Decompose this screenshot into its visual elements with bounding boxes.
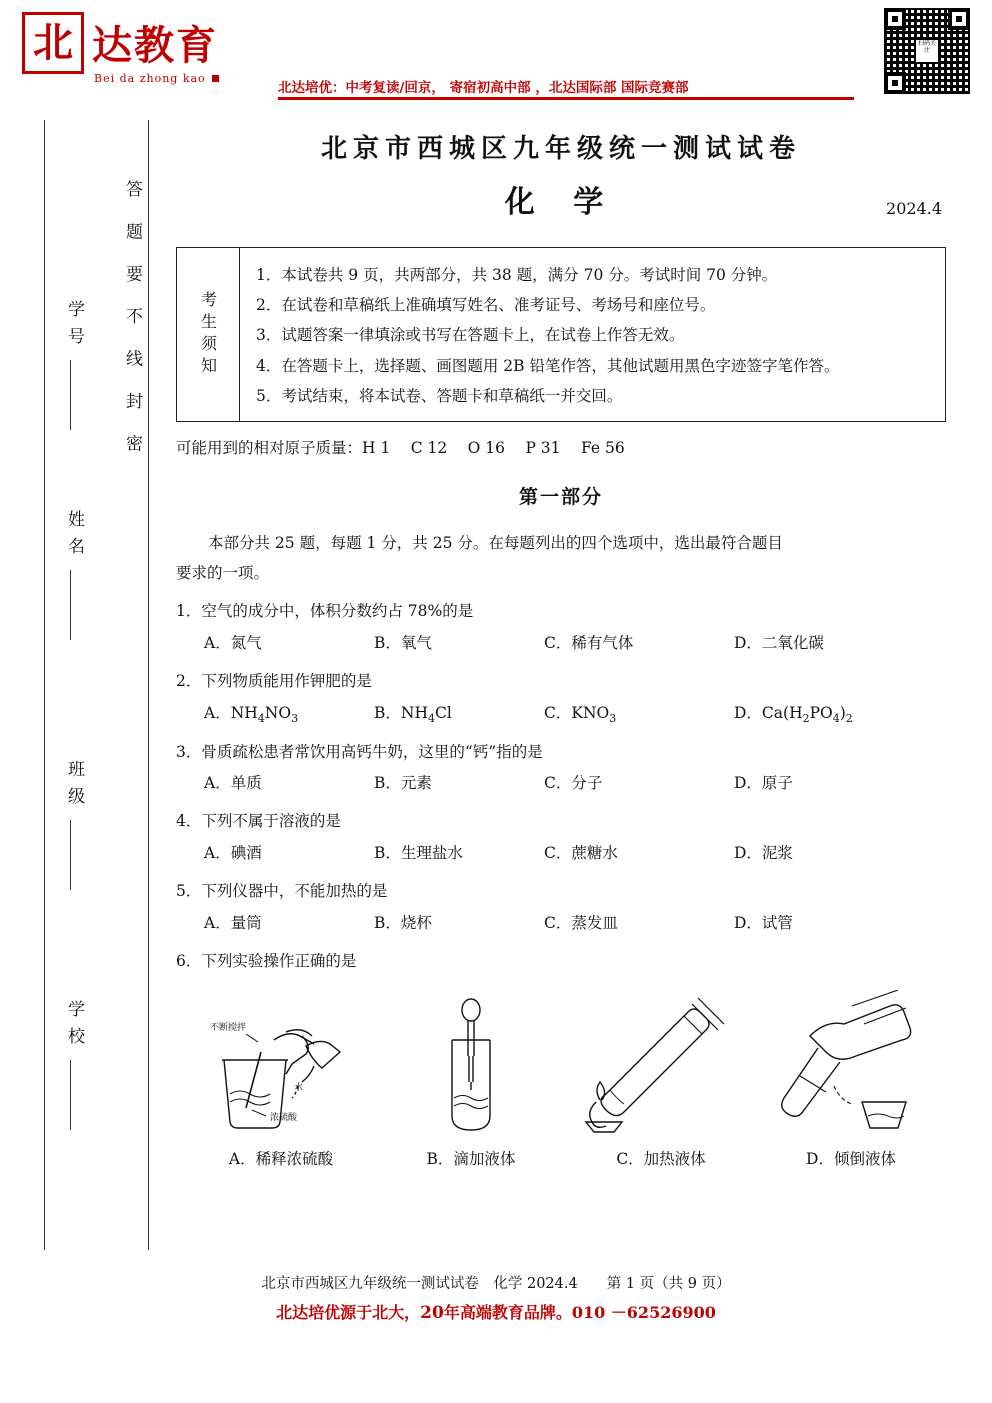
option-list <box>176 770 946 798</box>
margin-label-class: 班级 <box>64 760 84 814</box>
notice-items <box>240 248 945 421</box>
margin-seal-text: 答 题 要 不 线 封 密 <box>122 180 142 462</box>
option-b[interactable]: B．$NH_4Cl$ <box>374 703 452 725</box>
figure-caption: A．稀释浓硫酸 <box>228 1149 334 1168</box>
logo <box>22 12 272 90</box>
subject-row <box>176 177 946 233</box>
option-c[interactable]: C．蔗糖水 <box>544 844 618 863</box>
ad-prefix: 北达培优源于北大， <box>276 1303 421 1322</box>
question-stem: 3．骨质疏松患者常饮用高钙牛奶，这里的“钙”指的是 <box>176 742 543 761</box>
instruction-line-1: 本部分共 25 题，每题 1 分，共 25 分。在每题列出的四个选项中，选出最符合题目 <box>208 534 783 553</box>
footer-ad <box>0 1300 992 1323</box>
question-stem: 6．下列实验操作正确的是 <box>176 951 357 970</box>
figure-dilute-acid <box>186 990 376 1170</box>
figure-heat-liquid <box>566 990 756 1170</box>
atomic-mass-line: 可能用到的相对原子质量：H 1 C 12 O 16 P 31 Fe 56 <box>176 439 625 458</box>
logo-mark-icon: 北 <box>22 12 84 74</box>
question-6 <box>176 948 946 1170</box>
notice-label-text: 考生须知 <box>198 290 218 379</box>
option-a[interactable]: A．单质 <box>204 774 262 793</box>
option-c[interactable]: C．蒸发皿 <box>544 913 618 932</box>
dilute-acid-icon <box>186 990 376 1140</box>
subject-title: 化 学 <box>504 185 618 220</box>
notice-item: 1．本试卷共 9 页，共两部分，共 38 题，满分 70 分。考试时间 70 分钟。 <box>256 266 778 284</box>
question-2 <box>176 668 946 729</box>
option-d[interactable]: D．原子 <box>734 774 793 793</box>
figure-caption: C．加热液体 <box>616 1149 706 1168</box>
figure-drop-liquid <box>376 990 566 1170</box>
question-stem: 4．下列不属于溶液的是 <box>176 812 341 831</box>
option-c[interactable]: C．稀有气体 <box>544 633 634 652</box>
banner-tagline: 北达培优：中考复读/回京， 寄宿初高中部 ，北达国际部 国际竞赛部 <box>278 80 689 96</box>
page-title: 北京市西城区九年级统一测试试卷 <box>320 134 801 164</box>
instruction-line-2: 要求的一项。 <box>176 563 270 582</box>
question-1 <box>176 598 946 658</box>
svg-text:浓硫酸: 浓硫酸 <box>270 1112 298 1123</box>
notice-item: 2．在试卷和草稿纸上准确填写姓名、准考证号、考场号和座位号。 <box>256 296 716 315</box>
figure-caption: D．倾倒液体 <box>806 1149 896 1168</box>
question-4 <box>176 808 946 868</box>
notice-item: 5．考试结束，将本试卷、答题卡和草稿纸一并交回。 <box>256 386 623 405</box>
heat-liquid-icon <box>566 990 756 1140</box>
option-a[interactable]: A．量筒 <box>204 913 262 932</box>
page-footer: 北京市西城区九年级统一测试试卷 化学 2024.4 第 1 页（共 9 页） <box>261 1276 731 1292</box>
logo-text: 达教育 <box>92 22 218 69</box>
logo-pinyin: Bei da zhong kao <box>94 72 219 85</box>
site-banner <box>0 0 992 100</box>
question-5 <box>176 878 946 938</box>
qr-center-label: 扫码关注 <box>914 38 940 64</box>
ad-mid: 年高端教育品牌。 <box>443 1303 572 1322</box>
option-a[interactable]: A．碘酒 <box>204 844 262 863</box>
margin-label-name: 姓名 <box>64 510 84 564</box>
option-a[interactable]: A．氮气 <box>204 633 262 652</box>
question-stem: 2．下列物质能用作钾肥的是 <box>176 671 372 690</box>
notice-item: 4．在答题卡上，选择题、画图题用 2B 铅笔作答，其他试题用黑色字迹签字笔作答。 <box>256 356 840 375</box>
margin-label-school: 学校 <box>64 1000 84 1054</box>
part-one-instruction <box>176 529 946 588</box>
answer-sheet-margin <box>52 120 162 1250</box>
exam-paper <box>176 118 946 1170</box>
figure-pour-liquid <box>756 990 946 1170</box>
svg-text:不断搅拌: 不断搅拌 <box>210 1022 247 1033</box>
pour-liquid-icon <box>756 990 946 1140</box>
drop-liquid-icon <box>376 990 566 1140</box>
question-3 <box>176 739 946 799</box>
question-stem: 1．空气的成分中，体积分数约占 78%的是 <box>176 601 474 620</box>
option-list <box>176 630 946 658</box>
svg-text:水: 水 <box>294 1082 304 1093</box>
option-a[interactable]: A．$NH_4NO_3$ <box>204 703 299 725</box>
figure-caption: B．滴加液体 <box>426 1149 516 1168</box>
banner-divider <box>278 97 854 100</box>
notice-label <box>177 248 240 421</box>
margin-label-student-id: 学号 <box>64 300 84 354</box>
option-b[interactable]: B．生理盐水 <box>374 844 463 863</box>
question-stem: 5．下列仪器中，不能加热的是 <box>176 882 388 901</box>
option-d[interactable]: D．泥浆 <box>734 844 793 863</box>
option-c[interactable]: C．分子 <box>544 774 603 793</box>
ad-number: 20 <box>420 1303 444 1323</box>
question-6-figures <box>176 990 946 1170</box>
notice-item: 3．试题答案一律填涂或书写在答题卡上，在试卷上作答无效。 <box>256 326 685 345</box>
option-d[interactable]: D．$Ca(H_2PO_4)_2$ <box>734 703 853 725</box>
option-d[interactable]: D．试管 <box>734 913 793 932</box>
option-list <box>176 840 946 868</box>
option-b[interactable]: B．烧杯 <box>374 913 432 932</box>
option-d[interactable]: D．二氧化碳 <box>734 633 824 652</box>
candidate-notice-box <box>176 247 946 422</box>
ad-phone: 010 －62526900 <box>571 1303 716 1322</box>
part-one-heading: 第一部分 <box>518 486 603 509</box>
exam-date: 2024.4 <box>886 199 942 218</box>
option-list <box>176 700 946 729</box>
option-b[interactable]: B．元素 <box>374 774 432 793</box>
option-list <box>176 910 946 938</box>
option-b[interactable]: B．氧气 <box>374 633 432 652</box>
option-c[interactable]: C．$KNO_3$ <box>544 703 617 725</box>
qr-code-icon <box>884 8 970 94</box>
